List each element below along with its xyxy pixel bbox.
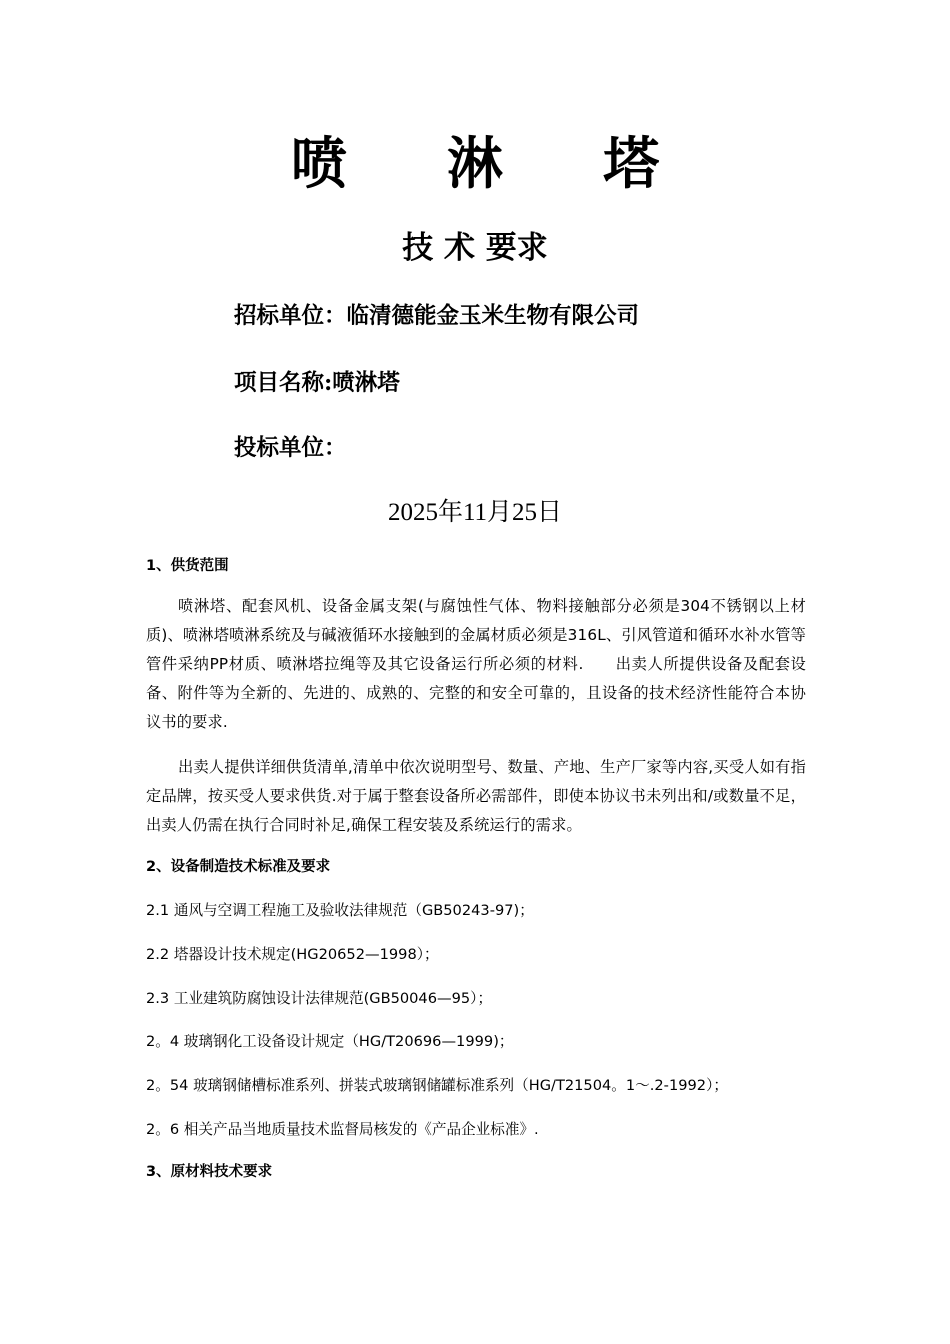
standard-item: 2.2 塔器设计技术规定(HG20652—1998）； <box>146 946 439 963</box>
section1-paragraph-1: 喷淋塔、配套风机、设备金属支架(与腐蚀性气体、物料接触部分必须是304不锈钢以上材质)、喷淋塔喷淋系统及与碱液循环水接触到的金属材质必须是316L、引风管道和循环水补水管等管件采纳PP材质、喷淋塔拉绳等及其它设备运行所必须的材料. 出卖人所提供设备及配套设备、附件等为全新的、先进的、成熟的、完整的和安全可靠的，且设备的技术经济性能符合本协议书的要求. <box>146 597 806 731</box>
project-name: 项目名称:喷淋塔 <box>234 370 400 396</box>
document-subtitle: 技 术 要求 <box>402 230 548 266</box>
section1-heading: 1、供货范围 <box>146 558 229 574</box>
bidder-unit: 投标单位： <box>234 435 347 461</box>
standard-item: 2.3 工业建筑防腐蚀设计法律规范(GB50046—95）； <box>146 990 493 1007</box>
standard-item: 2。6 相关产品当地质量技术监督局核发的《产品企业标准》. <box>146 1121 539 1138</box>
document-date: 2025年11月25日 <box>387 499 563 526</box>
standard-item: 2。4 玻璃钢化工设备设计规定（HG/T20696—1999)； <box>146 1033 514 1050</box>
tender-unit: 招标单位：临清德能金玉米生物有限公司 <box>234 303 640 329</box>
standard-item: 2.1 通风与空调工程施工及验收法律规范（GB50243-97)； <box>146 902 534 919</box>
document-title: 喷 淋 塔 <box>290 131 700 197</box>
section2-heading: 2、设备制造技术标准及要求 <box>146 859 331 875</box>
standard-item: 2。54 玻璃钢储槽标准系列、拼装式玻璃钢储罐标准系列（HG/T21504。1～.2-1992）； <box>146 1077 728 1094</box>
section1-paragraph-2: 出卖人提供详细供货清单,清单中依次说明型号、数量、产地、生产厂家等内容,买受人如有指定品牌，按买受人要求供货.对于属于整套设备所必需部件，即使本协议书未列出和/或数量不足，出卖人仍需在执行合同时补足,确保工程安装及系统运行的需求。 <box>146 758 806 834</box>
section3-heading: 3、原材料技术要求 <box>146 1164 273 1180</box>
